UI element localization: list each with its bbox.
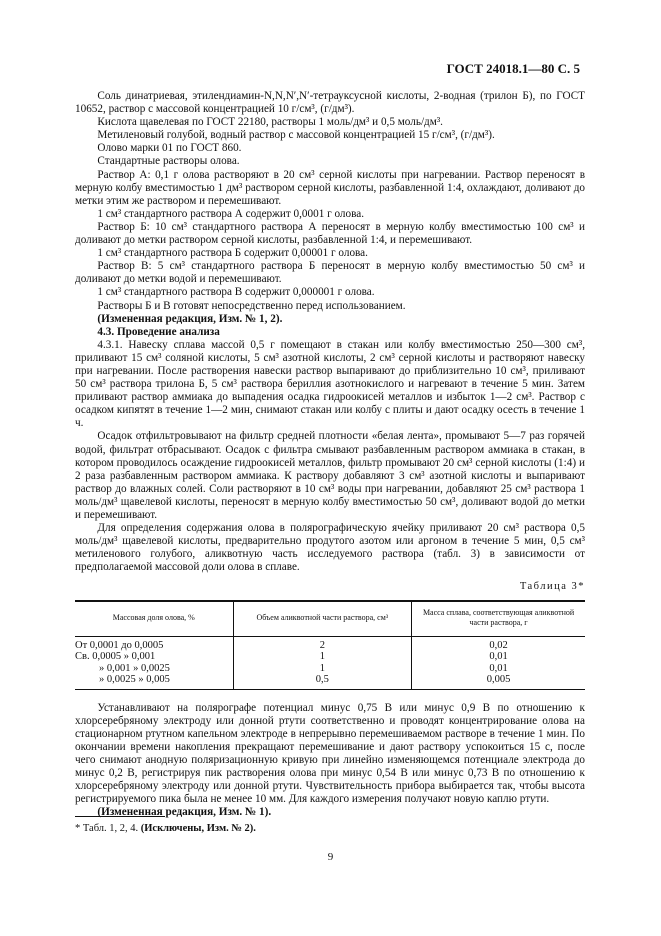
paragraph: Соль динатриевая, этилендиамин-N,N,N′,N′-тетрауксусной кислоты, 2-водная (трилон Б), по ГОСТ 10652, раствор с массовой концентрацией 10 г/см³, (г/дм³). bbox=[75, 90, 585, 116]
table-header-cell: Масса сплава, соответствующая аликвотной части раствора, г bbox=[412, 601, 585, 637]
paragraph: Раствор А: 0,1 г олова растворяют в 20 см³ серной кислоты при нагревании. Раствор переносят в мерную колбу вместимостью 1 дм³ раствором серной кислоты, разбавленной 1:4, охлаждают, доливают до метки этим же раствором и перемешивают. bbox=[75, 168, 585, 207]
paragraph: Раствор Б: 10 см³ стандартного раствора А переносят в мерную колбу вместимостью 100 см³ и доливают до метки раствором серной кислоты, разбавленной 1:4, и перемешивают. bbox=[75, 220, 585, 247]
table-cell: » 0,001 » 0,0025 bbox=[99, 662, 170, 674]
footnote bbox=[75, 823, 256, 834]
paragraph: (Измененная редакция, Изм. № 1). bbox=[97, 806, 272, 819]
top-paragraphs bbox=[75, 90, 585, 574]
table-header-cell: Объем аликвотной части раствора, см³ bbox=[233, 601, 412, 637]
paragraph: (Измененная редакция, Изм. № 1, 2). bbox=[97, 312, 283, 325]
paragraph: 1 см³ стандартного раствора Б содержит 0,00001 г олова. bbox=[97, 247, 368, 260]
footnote-text: * Табл. 1, 2, 4. bbox=[75, 823, 141, 834]
table-cell: 2 bbox=[233, 636, 412, 651]
paragraph: 4.3. Проведение анализа bbox=[97, 325, 220, 338]
table-cell: 1 bbox=[233, 651, 412, 663]
paragraph: Устанавливают на полярографе потенциал минус 0,75 В или минус 0,9 В по отношению к хлорсеребряному электроду или донной ртути соответственно и проводят концентрирование олова на стационарном ртутном капельном электроде в непрерывно перемешиваемом растворе в течение 1 мин. По окончании времени накопления прекращают перемешивание и дают раствору успокоиться 15 с, после чего снимают анодную поляризационную кривую при линейно изменяющемся потенциале электрода до минус 0,2 В, регистрируя пик растворения олова при минус 0,54 В или минус 0,73 В по отношению к хлорсеребряному электроду или донной ртути. Чувствительность прибора выбирается так, чтобы высота регистрируемого пика была не менее 10 мм. Для каждого измерения получают новую каплю ртути. bbox=[75, 701, 585, 806]
paragraph: 1 см³ стандартного раствора В содержит 0,000001 г олова. bbox=[97, 286, 375, 299]
document-body bbox=[75, 90, 585, 819]
running-header: ГОСТ 24018.1—80 С. 5 bbox=[446, 61, 580, 76]
table-row bbox=[75, 651, 585, 663]
paragraph: Метиленовый голубой, водный раствор с массовой концентрацией 15 г/см³, (г/дм³). bbox=[97, 129, 495, 142]
paragraph: 1 см³ стандартного раствора А содержит 0,0001 г олова. bbox=[97, 207, 364, 220]
table-cell: 0,01 bbox=[412, 663, 585, 675]
table-cell: » 0,0025 » 0,005 bbox=[75, 674, 233, 689]
table-header-cell: Массовая доля олова, % bbox=[75, 601, 233, 637]
table-cell: 1 bbox=[233, 663, 412, 675]
paragraph: Олово марки 01 по ГОСТ 860. bbox=[97, 142, 242, 155]
table-cell: 0,5 bbox=[233, 674, 412, 689]
table-cell: 0,005 bbox=[412, 674, 585, 689]
table-cell: Св. 0,0005 » 0,001 bbox=[75, 651, 156, 663]
paragraph: Для определения содержания олова в полярографическую ячейку приливают 20 см³ раствора 0,5 моль/дм³ щавелевой кислоты, предварительно продутого азотом или аргоном в течение 5 мин, 0,5 см³ метиленового голубого, аликвотную часть исследуемого раствора (табл. 3) в зависимости от предполагаемой массовой доли олова в сплаве. bbox=[75, 522, 585, 574]
paragraph: Стандартные растворы олова. bbox=[97, 155, 240, 168]
paragraph: Осадок отфильтровывают на фильтр средней плотности «белая лента», промывают 5—7 раз горячей водой, фильтрат отбрасывают. Осадок с фильтра смывают разбавленным раствором аммиака в стакан, в котором проводилось осаждение гидроокисей металлов, фильтр промывают 20 см³ серной кислоты (1:4) и 2 раза разбавленным раствором аммиака. К раствору добавляют 3 см³ азотной кислоты и выпаривают раствор до влажных солей. Соли растворяют в 10 см³ воды при нагревании, добавляют 25 см³ раствора 1 моль/дм³ щавелевой кислоты, переносят в мерную колбу вместимостью 50 см³, доливают водой до метки и перемешивают. bbox=[75, 430, 585, 521]
table-cell: 0,01 bbox=[412, 651, 585, 663]
table-caption: Таблица 3* bbox=[519, 581, 585, 593]
table-row bbox=[75, 674, 585, 689]
table-3 bbox=[75, 600, 585, 690]
table-cell: 0,02 bbox=[412, 636, 585, 651]
footnote-bold: (Исключены, Изм. № 2). bbox=[140, 823, 256, 834]
paragraph: Растворы Б и В готовят непосредственно перед использованием. bbox=[97, 299, 406, 312]
table-cell: От 0,0001 до 0,0005 bbox=[75, 639, 164, 651]
paragraph: 4.3.1. Навеску сплава массой 0,5 г помещают в стакан или колбу вместимостью 250—300 см³, приливают 15 см³ соляной кислоты, 5 см³ азотной кислоты, 2 см³ серной кислоты и растворяют навеску при нагревании. После растворения навески раствор выпаривают до приблизительно 10 см³, приливают 50 см³ раствора трилона Б, 5 см³ раствора бериллия азотнокислого и нагревают в течение 5 мин. Затем приливают раствор аммиака до выпадения осадка гидроокисей металлов и избыток 1—2 см³. Раствор с осадком кипятят в течение 1—2 мин, снимают стакан или колбу с плиты и дают осадку осесть в течение 1 ч. bbox=[75, 338, 585, 430]
footnote-rule bbox=[75, 816, 165, 817]
paragraph: Кислота щавелевая по ГОСТ 22180, растворы 1 моль/дм³ и 0,5 моль/дм³. bbox=[97, 116, 443, 129]
paragraph: Раствор В: 5 см³ стандартного раствора Б переносят в мерную колбу вместимостью 50 см³ и доливают до метки водой и перемешивают. bbox=[75, 260, 585, 286]
page-number: 9 bbox=[327, 851, 334, 863]
bottom-paragraphs bbox=[75, 702, 585, 820]
table-row bbox=[75, 636, 585, 651]
table-row bbox=[75, 663, 585, 675]
